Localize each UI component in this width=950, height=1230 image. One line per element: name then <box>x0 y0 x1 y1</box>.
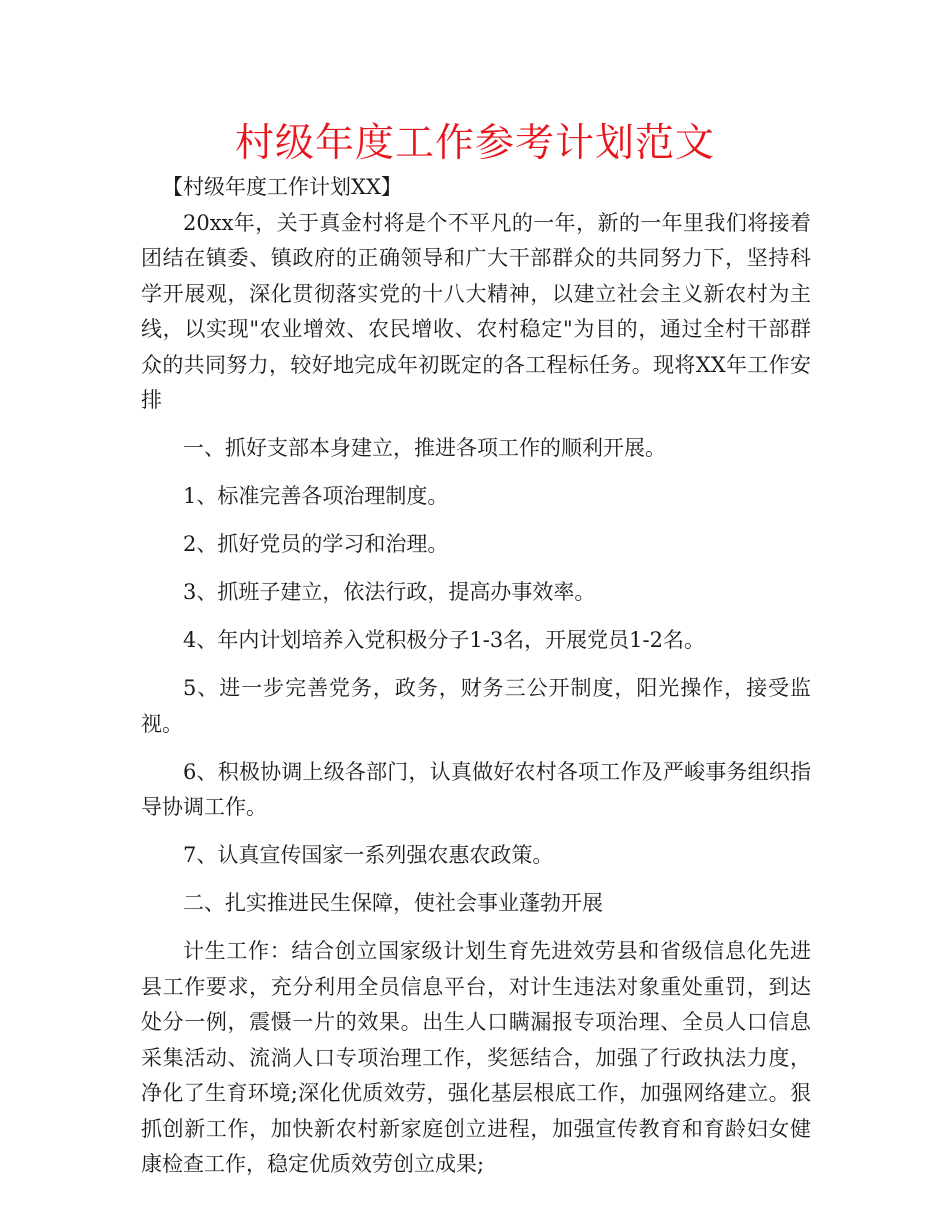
paragraph-item-4: 4、年内计划培养入党积极分子1-3名，开展党员1-2名。 <box>183 628 705 652</box>
paragraph-item-3: 3、抓班子建立，依法行政，提高办事效率。 <box>183 580 596 604</box>
paragraph-section-two-heading: 二、扎实推进民生保障，使社会事业蓬勃开展 <box>183 891 603 915</box>
document-body <box>141 170 811 1183</box>
paragraph-item-5: 5、进一步完善党务，政务，财务三公开制度，阳光操作，接受监视。 <box>141 676 811 736</box>
paragraph-subtitle: 【村级年度工作计划XX】 <box>162 175 402 199</box>
paragraph-item-1: 1、标准完善各项治理制度。 <box>183 484 449 508</box>
paragraph-item-2: 2、抓好党员的学习和治理。 <box>183 532 449 556</box>
document-title: 村级年度工作参考计划范文 <box>234 121 715 166</box>
paragraph-section-one-heading: 一、抓好支部本身建立，推进各项工作的顺利开展。 <box>183 436 666 460</box>
paragraph-item-6: 6、积极协调上级各部门，认真做好农村各项工作及严峻事务组织指导协调工作。 <box>141 759 811 819</box>
paragraph-item-7: 7、认真宣传国家一系列强农惠农政策。 <box>183 843 554 867</box>
paragraph-intro: 20xx年，关于真金村将是个不平凡的一年，新的一年里我们将接着团结在镇委、镇政府的正确领导和广大干部群众的共同努力下，坚持科学开展观，深化贯彻落实党的十八大精神，以建立社会主义新农村为主线，以实现"农业增效、农民增收、农村稳定"为目的，通过全村干部群众的共同努力，较好地完成年初既定的各工程标任务。现将XX年工作安排 <box>141 210 811 412</box>
paragraph-family-planning: 计生工作：结合创立国家级计划生育先进效劳县和省级信息化先进县工作要求，充分利用全员信息平台，对计生违法对象重处重罚，到达处分一例，震慑一片的效果。出生人口瞒漏报专项治理、全员人口信息采集活动、流淌人口专项治理工作，奖惩结合，加强了行政执法力度，净化了生育环境;深化优质效劳，强化基层根底工作，加强网络建立。狠抓创新工作，加快新农村新家庭创立进程，加强宣传教育和育龄妇女健康检查工作，稳定优质效劳创立成果; <box>141 939 811 1176</box>
